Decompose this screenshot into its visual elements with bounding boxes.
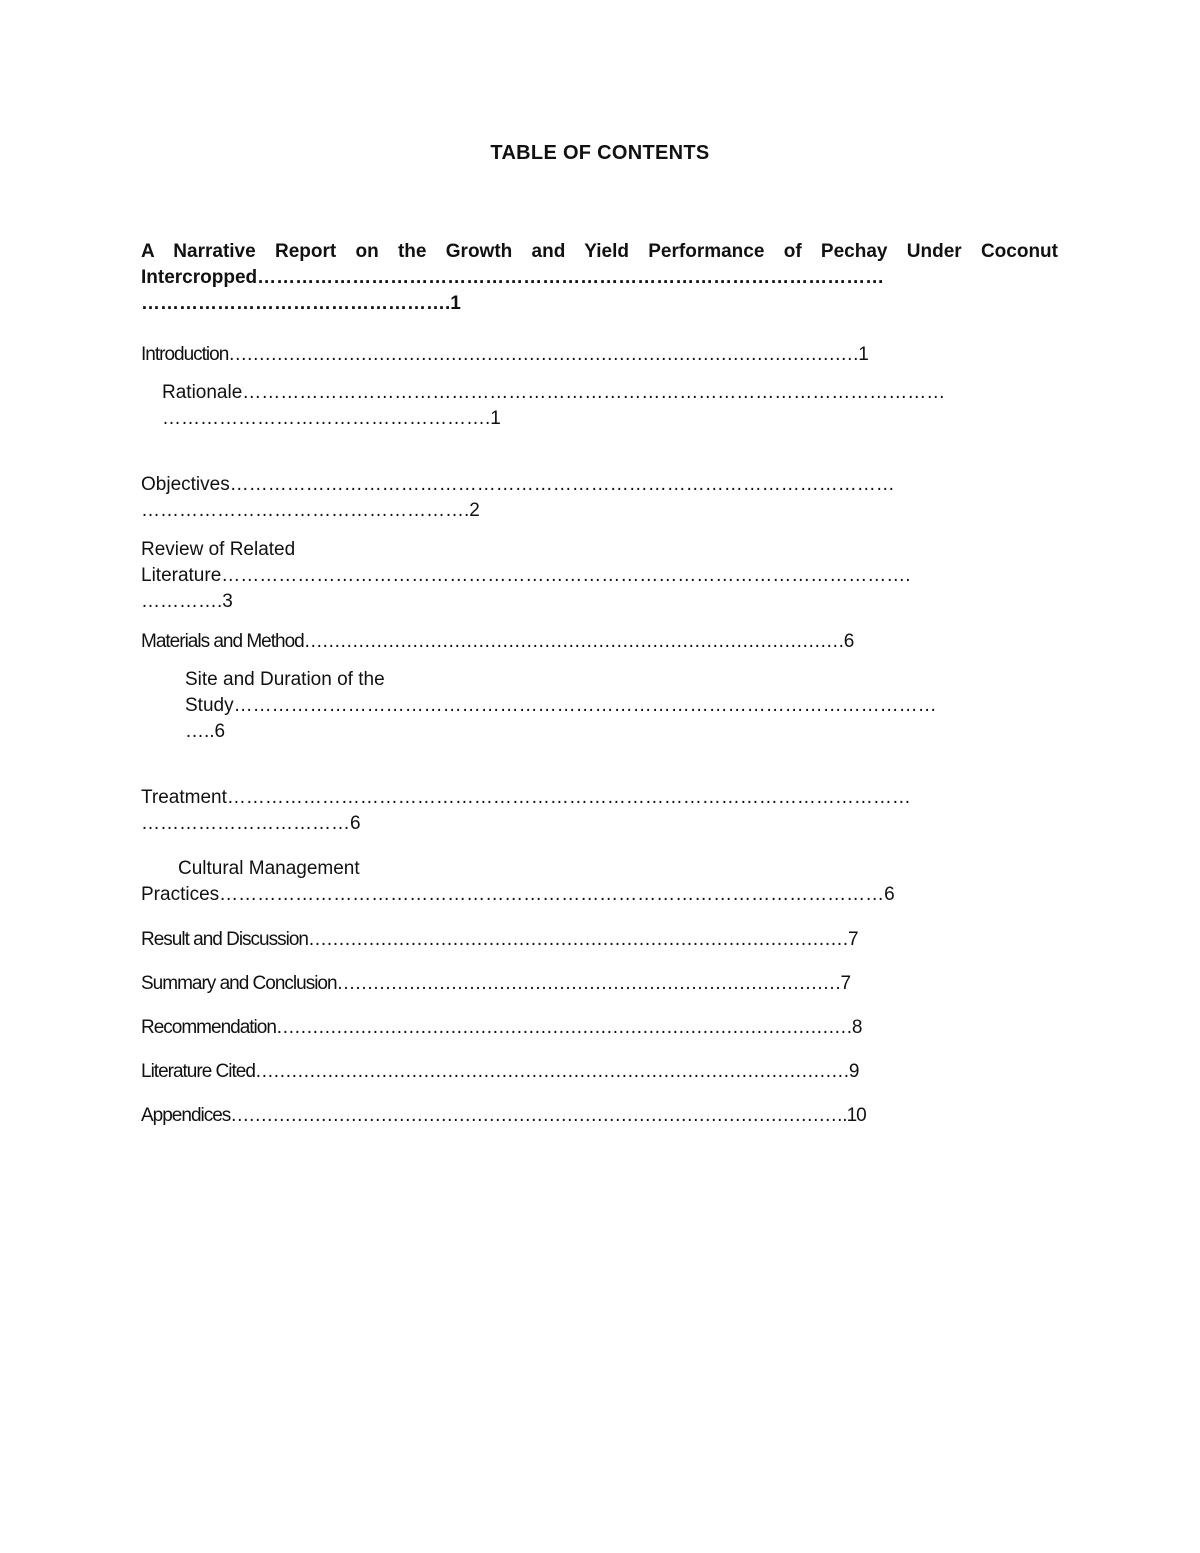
toc-entry-line: Objectives…………………………………………………………………………………………… [141,474,895,495]
toc-entry-site-and-duration [185,667,1040,745]
toc-entry-treatment [141,785,1059,837]
page-title: TABLE OF CONTENTS [490,142,710,164]
toc-entry-review-of-related-literature [141,537,1055,615]
toc-entry-introduction [141,342,1056,368]
toc-entry-line: …………………………………………….2 [141,500,480,521]
toc-entry-line: Appendices………………………………………………………………………………………….10 [141,1105,866,1126]
toc-entry-line: A Narrative Report on the Growth and Yield Performance of Pechay Under Coconut [141,241,1058,262]
toc-entry-report-title [141,239,1058,317]
toc-entry-line: Cultural Management [178,858,360,879]
toc-entry-line: Rationale………………………………………………………………………………………………… [162,382,946,403]
toc-entry-appendices [141,1103,1059,1129]
toc-entry-line: Intercropped……………………………………………………………………………………… [141,267,885,288]
toc-entry-line: Materials and Method………………………………………………………………………………6 [141,631,854,652]
toc-entry-line: Treatment……………………………………………………………………………………………… [141,787,911,808]
toc-entry-line: ……………………………6 [141,813,361,834]
toc-entry-line: Result and Discussion………………………………………………………………………………7 [141,929,858,950]
toc-entry-materials-and-method [141,629,1056,655]
toc-entry-line: Literature………………………………………………………………………………………………. [141,565,911,586]
toc-entry-result-and-discussion [141,927,1056,953]
toc-entry-line: Study………………………………………………………………………………………………… [185,695,937,716]
toc-entry-line: Introduction……………………………………………………………………………………………1 [141,344,868,365]
toc-entry-summary-and-conclusion [141,971,1056,997]
toc-entry-recommendation [141,1015,1056,1041]
toc-entry-line: Review of Related [141,539,296,560]
toc-entry-rationale [162,380,1054,432]
toc-entry-line: Practices……………………………………………………………………………………………6 [141,884,895,905]
toc-entry-literature-cited [141,1059,1056,1085]
toc-entry-line: Summary and Conclusion…………………………………………………………………………7 [141,973,851,994]
toc-entry-line: Recommendation……………………………………………………………………………………8 [141,1017,862,1038]
toc-entry-line: ………………………………………….1 [141,293,461,314]
toc-entry-line: ………….3 [141,591,233,612]
toc-entry-line: Site and Duration of the [185,669,385,690]
toc-entry-cultural-management [141,856,1041,908]
toc-entry-objectives [141,472,1041,524]
toc-entry-line: …..6 [185,721,226,742]
toc-entry-line: …………………………………………….1 [162,408,501,429]
toc-entry-line: Literature Cited………………………………………………………………………………………9 [141,1061,859,1082]
